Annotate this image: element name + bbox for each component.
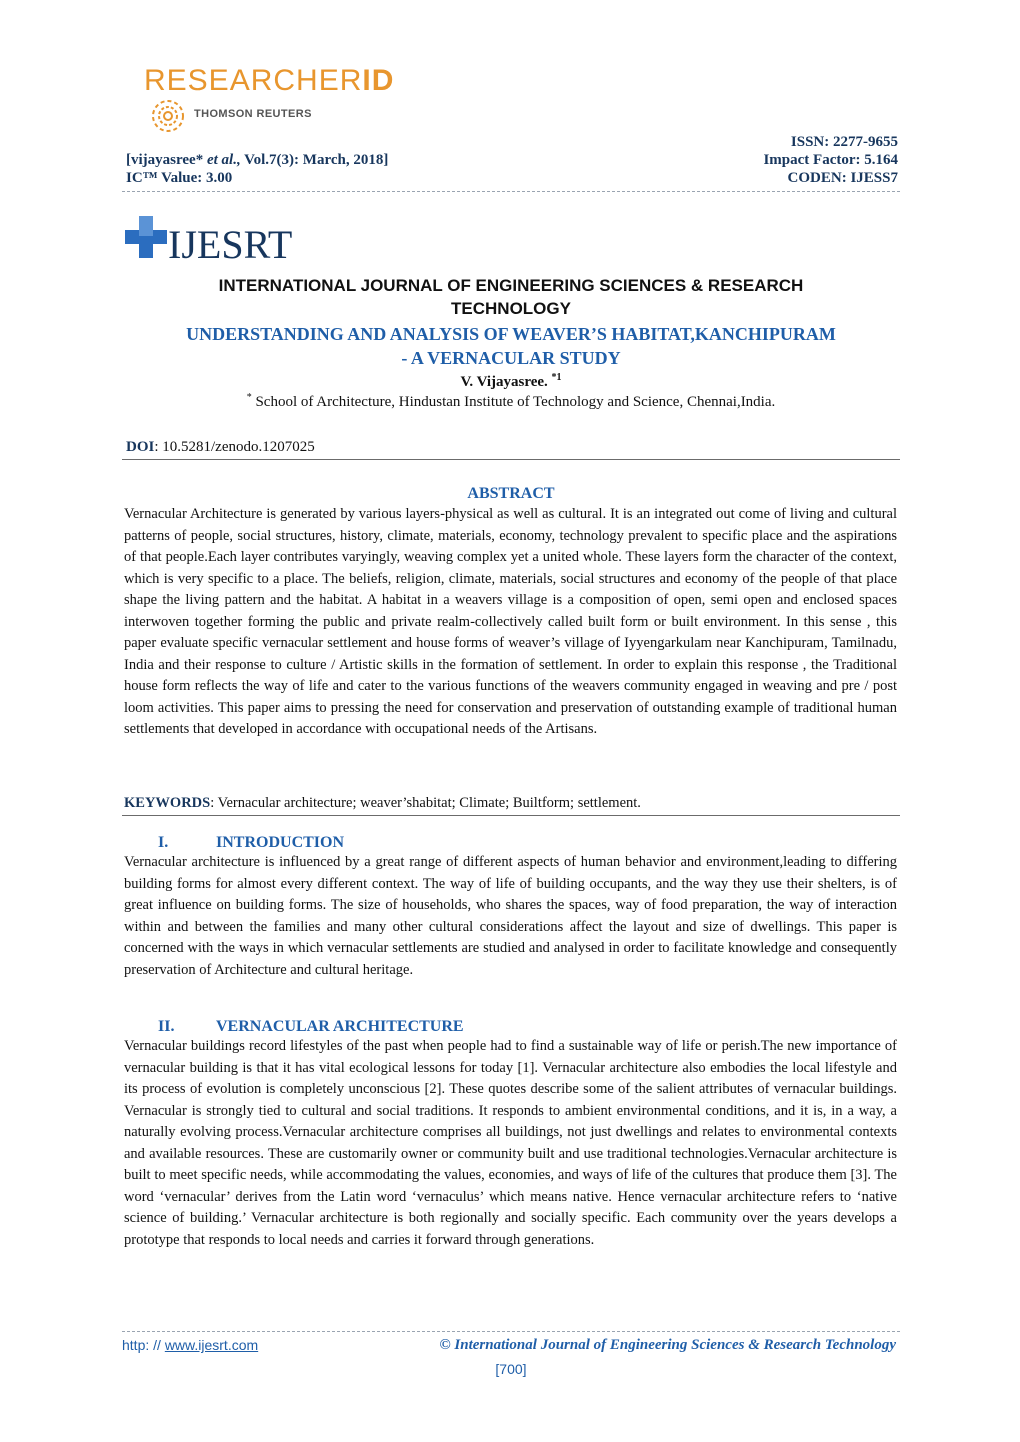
affiliation <box>122 387 900 413</box>
thomson-reuters-mark-icon <box>150 98 186 134</box>
keywords-label: KEYWORDS <box>124 795 211 811</box>
plus-cross-icon <box>125 216 167 258</box>
logo-word-id: ID <box>362 64 395 97</box>
abstract-title: ABSTRACT <box>467 485 555 502</box>
page-number: [700] <box>495 1361 527 1377</box>
citation-author: [vijayasree* <box>126 152 207 168</box>
footer-divider <box>122 1331 900 1332</box>
issn: ISSN: 2277-9655 <box>790 134 898 150</box>
vernacular-section-title: VERNACULAR ARCHITECTURE <box>216 1018 464 1035</box>
author-superscript: *1 <box>551 372 562 383</box>
logo-subtitle: THOMSON REUTERS <box>194 108 312 120</box>
paper-title-line2: - A VERNACULAR STUDY <box>401 348 621 368</box>
header-divider <box>122 191 900 192</box>
citation-etal: et al., <box>206 152 241 168</box>
vernacular-body: Vernacular buildings record lifestyles of the past when people had to find a sustainable way of life or perish.The new importance of vernacular building is that it has vital ecological lessons for today [1]. Vernacular architecture also embodies the local lifestyle and its process of evolution is completely unconscious [2]. These quotes describe some of the salient attributes of vernacular buildings. Vernacular is strongly tied to cultural and social traditions. It responds to ambient environmental conditions, and it is, in a way, a naturally evolving process.Vernacular architecture comprises all buildings, not just dwellings and relates to environmental contexts and available resources. These are customarily owner or community built and use traditional technologies.Vernacular architecture is built to meet specific needs, while accommodating the values, economies, and ways of life of the cultures that produce them [3]. The word ‘vernacular’ derives from the Latin word ‘vernaculus’ which means native. Hence vernacular architecture refers to ‘native science of building.’ Vernacular architecture is both regionally and socially specific. Each community over the years develops a prototype that responds to local needs and carries it forward through generations. <box>124 1038 897 1248</box>
impact-factor: Impact Factor: 5.164 <box>763 152 898 168</box>
journal-name-line1: INTERNATIONAL JOURNAL OF ENGINEERING SCIENCES & RESEARCH <box>218 276 804 295</box>
journal-name <box>122 274 900 320</box>
intro-section-title: INTRODUCTION <box>216 834 345 851</box>
footer-url <box>122 1337 258 1353</box>
footer-copyright: © International Journal of Engineering Sciences & Research Technology <box>439 1337 896 1353</box>
journal-abbreviation: IJESRT <box>168 222 293 267</box>
doi-divider <box>122 459 900 460</box>
intro-body: Vernacular architecture is influenced by a great range of different aspects of human behavior and environment,leading to differing building forms for almost every different context. The way of life of building occupants, and the way they use their shelters, is of great influence on building forms. The size of households, who shares the spaces, way of food preparation, the way of interaction within and between the families and many other cultural considerations affect the layout and size of dwellings. This paper is concerned with the ways in which vernacular settlements are studied and analysed in order to facilitate knowledge and consequently preservation of Architecture and cultural heritage. <box>124 854 897 978</box>
footer-url-prefix: http: // <box>122 1337 165 1353</box>
footer-website-link[interactable]: www.ijesrt.com <box>164 1337 259 1353</box>
ic-value: IC™ Value: 3.00 <box>126 170 233 186</box>
abstract-body: Vernacular Architecture is generated by various layers-physical as well as cultural. It is an integrated out come of living and cultural patterns of people, social structures, history, climate, materials, economy, technology prevalent to specific place and the aspirations of that people.Each layer contributes varyingly, weaving complex yet a united whole. These layers form the character of the context, which is very specific to a place. The beliefs, religion, climate, materials, social structures and economy of the people of that place shape the living pattern and the habitat. A habitat in a weavers village is a composition of open, semi open and enclosed spaces interwoven together forming the public and private realm-collectively called built form or built environment. In this sense , this paper evaluate specific vernacular settlement and house forms of weaver’s village of Iyyengarkulam near Kanchipuram, Tamilnadu, India and their response to culture / Artistic skills in the formation of settlement. In order to explain this response , the Traditional house form reflects the way of life and cater to the various functions of the weavers community engaged in weaving and pre / post loom activities. This paper aims to pressing the need for conservation and preservation of outstanding example of traditional human settlements that developed in accordance with occupational needs of the Artisans. <box>124 506 897 737</box>
keywords-divider <box>122 815 900 816</box>
citation <box>126 151 388 169</box>
doi-value: : 10.5281/zenodo.1207025 <box>154 439 315 455</box>
doi <box>126 439 315 456</box>
logo-word: RESEARCHER <box>144 64 363 97</box>
affiliation-text: School of Architecture, Hindustan Institute of Technology and Science, Chennai,India. <box>251 394 776 410</box>
journal-name-line2: TECHNOLOGY <box>451 299 571 318</box>
citation-rest: Vol.7(3): March, 2018] <box>240 152 389 168</box>
vernacular-section-number: II. <box>158 1018 175 1035</box>
doi-label: DOI <box>126 439 155 455</box>
paper-title-line1: UNDERSTANDING AND ANALYSIS OF WEAVER’S HABITAT,KANCHIPURAM <box>186 324 836 344</box>
paper-title <box>122 322 900 370</box>
author-name: V. Vijayasree. <box>460 374 548 390</box>
keywords-value: : Vernacular architecture; weaver’shabitat; Climate; Builtform; settlement. <box>210 795 641 811</box>
coden: CODEN: IJESS7 <box>787 170 898 186</box>
intro-section-number: I. <box>158 834 169 851</box>
keywords <box>124 794 641 812</box>
researcherid-logo <box>144 64 394 98</box>
affiliation-superscript: * <box>246 392 252 403</box>
